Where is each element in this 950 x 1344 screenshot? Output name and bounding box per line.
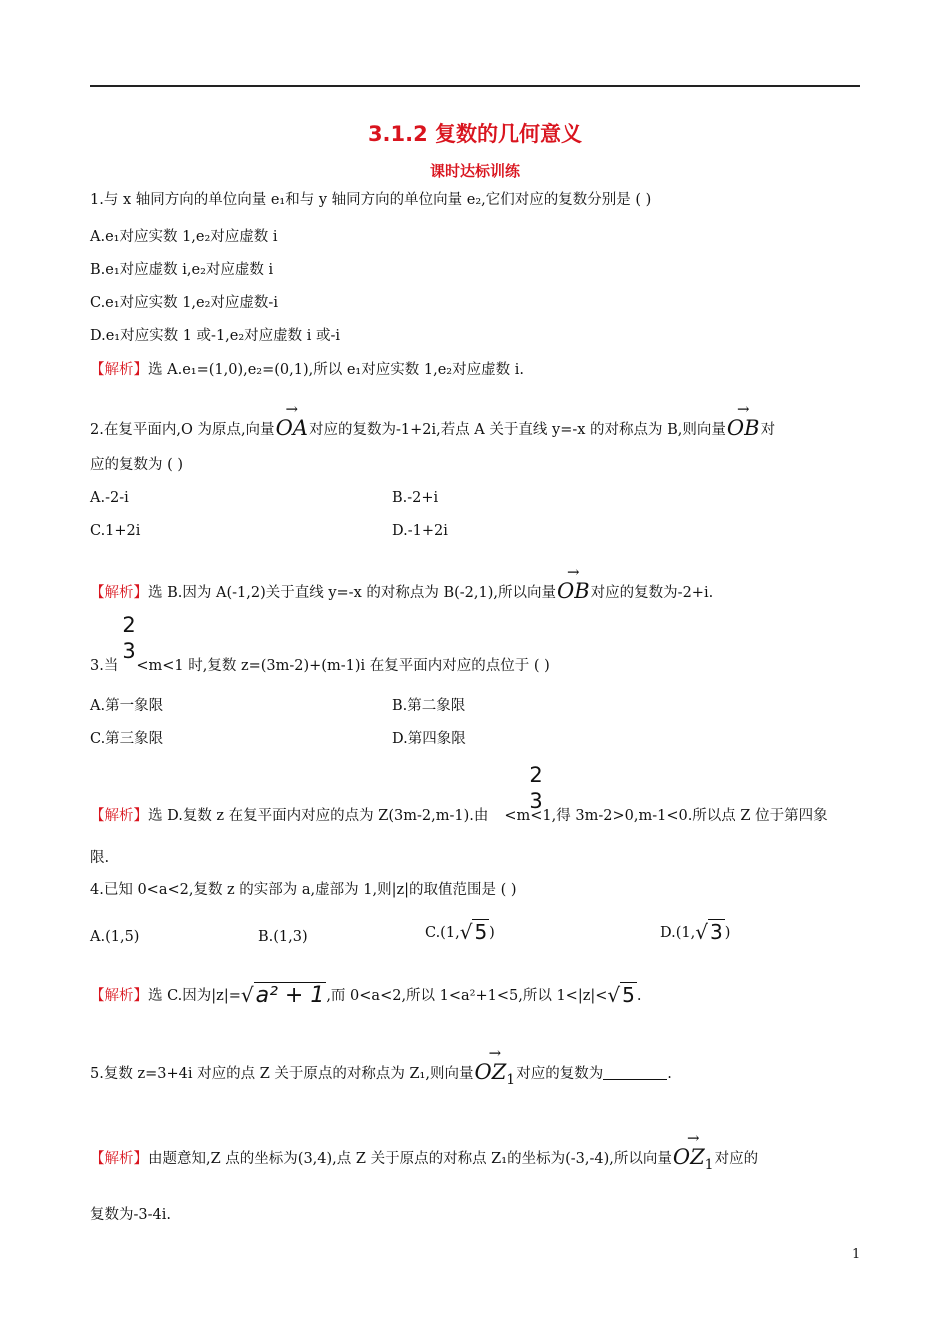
q2-analysis: [90, 563, 714, 603]
q4-analysis-part-c: .: [636, 988, 642, 1004]
q3-option-d: D.第四象限: [392, 731, 466, 747]
fraction-denominator: 3: [529, 789, 543, 813]
q3-analysis: [90, 806, 828, 826]
page-subtitle: 课时达标训练: [429, 162, 520, 180]
q5-stem-part-a: 5.复数 z=3+4i 对应的点 Z 关于原点的对称点为 Z₁,则向量: [90, 1066, 474, 1082]
q3-stem: [90, 656, 550, 676]
sqrt-symbol: √ 5: [607, 983, 635, 1007]
radicand: a² + 1: [255, 983, 325, 1008]
q2-stem-part-a: 2.在复平面内,O 为原点,向量: [90, 422, 275, 438]
q5-stem-part-b: 对应的复数为: [516, 1066, 604, 1082]
vector-ob: → OB: [726, 400, 760, 440]
sqrt-symbol: √ 3: [695, 920, 723, 944]
q5-analysis-line2: 复数为-3-4i.: [90, 1207, 171, 1223]
vector-oz1-subscript: 1: [704, 1157, 714, 1174]
radicand: 3: [709, 920, 723, 944]
q5-analysis: [90, 1129, 759, 1175]
vector-ob-label: OB: [557, 579, 590, 603]
q2-option-a: A.-2-i: [90, 490, 129, 506]
q1-option-b: B.e₁对应虚数 i,e₂对应虚数 i: [90, 262, 274, 278]
q3-option-b: B.第二象限: [392, 698, 466, 714]
q5-analysis-part-b: 对应的: [714, 1151, 759, 1167]
q1-option-c: C.e₁对应实数 1,e₂对应虚数-i: [90, 295, 278, 311]
analysis-tag: 【解析】: [90, 808, 148, 824]
q3-analysis-part-a: 选 D.复数 z 在复平面内对应的点为 Z(3m-2,m-1).由: [148, 808, 489, 824]
sqrt-symbol: √ 5: [459, 920, 488, 944]
q2-option-c: C.1+2i: [90, 523, 141, 539]
radicand: 5: [622, 983, 635, 1007]
q5-stem-part-c: .: [667, 1066, 672, 1082]
q3-stem-part-b: <m<1 时,复数 z=(3m-2)+(m-1)i 在复平面内对应的点位于 ( ): [136, 658, 550, 674]
analysis-tag: 【解析】: [90, 585, 148, 601]
q4-option-c-post: ): [489, 925, 495, 941]
vector-ob: → OB: [557, 563, 590, 603]
vector-oa: → OA: [275, 400, 308, 440]
vector-oz1: → $OZ_1$: [672, 1129, 714, 1174]
q4-stem: 4.已知 0<a<2,复数 z 的实部为 a,虚部为 1,则|z|的取值范围是 ( ): [90, 882, 517, 898]
page-number: 1: [852, 1247, 861, 1262]
q2-analysis-part-b: 对应的复数为-2+i.: [590, 585, 714, 601]
q2-option-b: B.-2+i: [392, 490, 439, 506]
analysis-tag: 【解析】: [90, 1151, 148, 1167]
vector-oz1-label: OZ: [474, 1060, 507, 1084]
q1-option-d: D.e₁对应实数 1 或-1,e₂对应虚数 i 或-i: [90, 328, 341, 344]
q2-stem-line2: 应的复数为 ( ): [90, 457, 184, 473]
q2-analysis-part-a: 选 B.因为 A(-1,2)关于直线 y=-x 的对称点为 B(-2,1),所以向量: [148, 585, 557, 601]
q3-option-c: C.第三象限: [90, 731, 164, 747]
q3-analysis-line2: 限.: [90, 850, 110, 866]
q4-analysis: [90, 985, 642, 1006]
radicand: 5: [474, 920, 488, 944]
q2-stem: [90, 400, 776, 440]
q4-option-d: [660, 922, 730, 943]
vector-oz1: → $OZ_1$: [474, 1044, 516, 1089]
analysis-tag: 【解析】: [90, 988, 148, 1004]
q4-option-d-post: ): [724, 925, 731, 941]
q4-option-a: A.(1,5): [90, 929, 140, 945]
q1-option-a: A.e₁对应实数 1,e₂对应虚数 i: [90, 229, 278, 245]
q4-option-c: [425, 922, 495, 943]
q3-option-a: A.第一象限: [90, 698, 164, 714]
analysis-tag: 【解析】: [90, 362, 148, 378]
answer-blank[interactable]: [603, 1065, 667, 1080]
q4-analysis-part-b: ,而 0<a<2,所以 1<a²+1<5,所以 1<|z|<: [326, 988, 608, 1004]
vector-ob-label: OB: [726, 416, 760, 440]
q3-analysis-part-b: <m<1,得 3m-2>0,m-1<0.所以点 Z 位于第四象: [504, 808, 828, 824]
header-rule: [90, 85, 860, 87]
page-title: 3.1.2 复数的几何意义: [367, 122, 583, 146]
q4-option-b: B.(1,3): [258, 929, 308, 945]
q4-option-d-pre: D.(1,: [660, 925, 696, 941]
q5-stem: [90, 1044, 672, 1090]
fraction-denominator: 3: [122, 639, 136, 663]
q1-analysis-text: 选 A.e₁=(1,0),e₂=(0,1),所以 e₁对应实数 1,e₂对应虚数 i.: [148, 362, 524, 378]
q1-stem: [90, 190, 651, 210]
fraction-numerator: 2: [122, 613, 136, 637]
q4-option-c-pre: C.(1,: [425, 925, 460, 941]
vector-oz1-subscript: 1: [506, 1072, 516, 1089]
q2-option-d: D.-1+2i: [392, 523, 448, 539]
q4-analysis-part-a: 选 C.因为|z|=: [148, 988, 241, 1004]
q5-analysis-part-a: 由题意知,Z 点的坐标为(3,4),点 Z 关于原点的对称点 Z₁的坐标为(-3,-4),所以向量: [148, 1151, 672, 1167]
q2-stem-part-b: 对应的复数为-1+2i,若点 A 关于直线 y=-x 的对称点为 B,则向量: [308, 422, 726, 438]
fraction-numerator: 2: [529, 763, 543, 787]
q2-stem-part-c: 对: [760, 422, 776, 438]
vector-oz1-label: OZ: [672, 1145, 705, 1169]
q3-stem-part-a: 3.当: [90, 658, 119, 674]
sqrt-symbol: √a² + 1: [240, 983, 325, 1008]
q1-stem-text: 1.与 x 轴同方向的单位向量 e₁和与 y 轴同方向的单位向量 e₂,它们对应的复数分别是 ( ): [90, 192, 652, 208]
vector-oa-label: OA: [275, 416, 308, 440]
q1-analysis: [90, 360, 524, 380]
